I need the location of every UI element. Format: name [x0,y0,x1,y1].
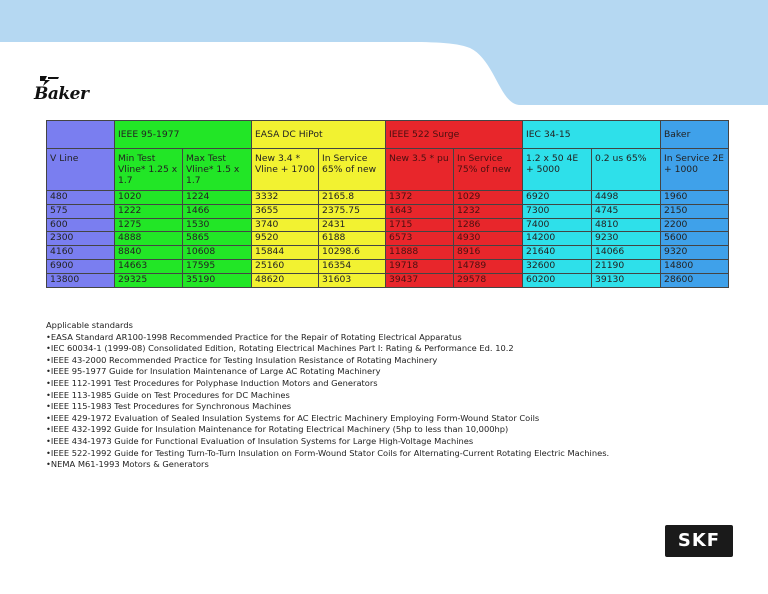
sub-header: In Service 65% of new [319,149,386,191]
table-cell: 2300 [47,232,115,246]
table-cell: 2375.75 [319,204,386,218]
table-cell: 1029 [454,191,523,205]
sub-header: V Line [47,149,115,191]
table-cell: 9320 [661,246,729,260]
table-cell: 1222 [115,204,183,218]
sub-header: 1.2 x 50 4E + 5000 [523,149,592,191]
table-body [47,191,729,288]
table-cell: 16354 [319,259,386,273]
standards-list [46,332,609,471]
baker-logo [34,74,94,104]
table-cell: 39437 [386,273,454,287]
table-cell: 1224 [183,191,252,205]
table-cell: 14663 [115,259,183,273]
table-row [47,191,729,205]
table-cell: 7400 [523,218,592,232]
table-cell: 600 [47,218,115,232]
baker-wordmark: Baker [34,84,89,104]
table-cell: 3740 [252,218,319,232]
table-cell: 1960 [661,191,729,205]
table-cell: 4888 [115,232,183,246]
standards-heading: Applicable standards [46,320,133,330]
table-cell: 8916 [454,246,523,260]
table-cell: 14200 [523,232,592,246]
table-cell: 10608 [183,246,252,260]
group-header-easa: EASA DC HiPot [252,121,386,149]
table-cell: 4745 [592,204,661,218]
skf-logo [665,525,733,557]
table-cell: 1466 [183,204,252,218]
table-cell: 6573 [386,232,454,246]
table-cell: 60200 [523,273,592,287]
table-row [47,273,729,287]
table-cell: 4160 [47,246,115,260]
standard-item: •IEEE 43-2000 Recommended Practice for Testing Insulation Resistance of Rotating Machinery [46,354,438,365]
sub-header-row [47,149,729,191]
table-cell: 1530 [183,218,252,232]
table-cell: 4498 [592,191,661,205]
sub-header: Min Test Vline* 1.25 x 1.7 [115,149,183,191]
group-header-row [47,121,729,149]
table-cell: 4930 [454,232,523,246]
table-cell: 14066 [592,246,661,260]
table-cell: 8840 [115,246,183,260]
table-cell: 3655 [252,204,319,218]
sub-header: In Service 2E + 1000 [661,149,729,191]
group-header-vline [47,121,115,149]
table-cell: 6900 [47,259,115,273]
group-header-ieee95: IEEE 95-1977 [115,121,252,149]
table-cell: 1286 [454,218,523,232]
header-band [0,0,768,105]
standard-item: •IEC 60034-1 (1999-08) Consolidated Edition, Rotating Electrical Machines Part I: Rating & Performance Ed. 10.2 [46,343,514,354]
table-cell: 11888 [386,246,454,260]
group-header-iec: IEC 34-15 [523,121,661,149]
table-cell: 21190 [592,259,661,273]
table-cell: 32600 [523,259,592,273]
table-cell: 1275 [115,218,183,232]
table-cell: 575 [47,204,115,218]
applicable-standards [46,320,609,471]
table-cell: 6920 [523,191,592,205]
table-cell: 7300 [523,204,592,218]
table-cell: 19718 [386,259,454,273]
table-cell: 25160 [252,259,319,273]
sub-header: Max Test Vline* 1.5 x 1.7 [183,149,252,191]
table-cell: 48620 [252,273,319,287]
standard-item: •IEEE 432-1992 Guide for Insulation Maintenance for Rotating Electrical Machinery (5hp to less than 10,000hp) [46,424,509,435]
table-cell: 2165.8 [319,191,386,205]
table-cell: 9520 [252,232,319,246]
table-row [47,259,729,273]
table-row [47,246,729,260]
table-cell: 480 [47,191,115,205]
standard-item: •IEEE 95-1977 Guide for Insulation Maintenance of Large AC Rotating Machinery [46,366,381,377]
table-cell: 9230 [592,232,661,246]
table-cell: 28600 [661,273,729,287]
table-cell: 14789 [454,259,523,273]
standard-item: •IEEE 429-1972 Evaluation of Sealed Insulation Systems for AC Electric Machinery Employing Form-Wound Stator Coils [46,412,540,423]
table-cell: 1020 [115,191,183,205]
table-row [47,232,729,246]
table-cell: 29325 [115,273,183,287]
table-cell: 2150 [661,204,729,218]
group-header-ieee522: IEEE 522 Surge [386,121,523,149]
table-cell: 29578 [454,273,523,287]
table-cell: 21640 [523,246,592,260]
table-cell: 1715 [386,218,454,232]
skf-wordmark: SKF [677,530,721,551]
sub-header: In Service 75% of new [454,149,523,191]
table-cell: 14800 [661,259,729,273]
table-cell: 10298.6 [319,246,386,260]
table-cell: 1372 [386,191,454,205]
table-cell: 1232 [454,204,523,218]
table-cell: 39130 [592,273,661,287]
table-cell: 2431 [319,218,386,232]
table-cell: 1643 [386,204,454,218]
table-row [47,204,729,218]
standard-item: •IEEE 113-1985 Guide on Test Procedures for DC Machines [46,389,290,400]
table-cell: 15844 [252,246,319,260]
table-cell: 31603 [319,273,386,287]
sub-header: 0.2 us 65% [592,149,661,191]
table-cell: 17595 [183,259,252,273]
test-voltage-table [46,120,729,288]
standard-item: •IEEE 112-1991 Test Procedures for Polyphase Induction Motors and Generators [46,377,378,388]
sub-header: New 3.4 * Vline + 1700 [252,149,319,191]
table-cell: 13800 [47,273,115,287]
table-cell: 35190 [183,273,252,287]
standard-item: •IEEE 522-1992 Guide for Testing Turn-To-Turn Insulation on Form-Wound Stator Coils for Alternating-Current Rotating Electric Machines. [46,447,610,458]
table-cell: 3332 [252,191,319,205]
table-cell: 5600 [661,232,729,246]
standard-item: •NEMA M61-1993 Motors & Generators [46,459,209,470]
sub-header: New 3.5 * pu [386,149,454,191]
group-header-baker: Baker [661,121,729,149]
standard-item: •IEEE 115-1983 Test Procedures for Synchronous Machines [46,401,292,412]
table-row [47,218,729,232]
standard-item: •IEEE 434-1973 Guide for Functional Evaluation of Insulation Systems for Large High-Voltage Machines [46,435,474,446]
table-cell: 4810 [592,218,661,232]
table-cell: 6188 [319,232,386,246]
table-cell: 2200 [661,218,729,232]
table-cell: 5865 [183,232,252,246]
standard-item: •EASA Standard AR100-1998 Recommended Practice for the Repair of Rotating Electrical Apparatus [46,331,462,342]
